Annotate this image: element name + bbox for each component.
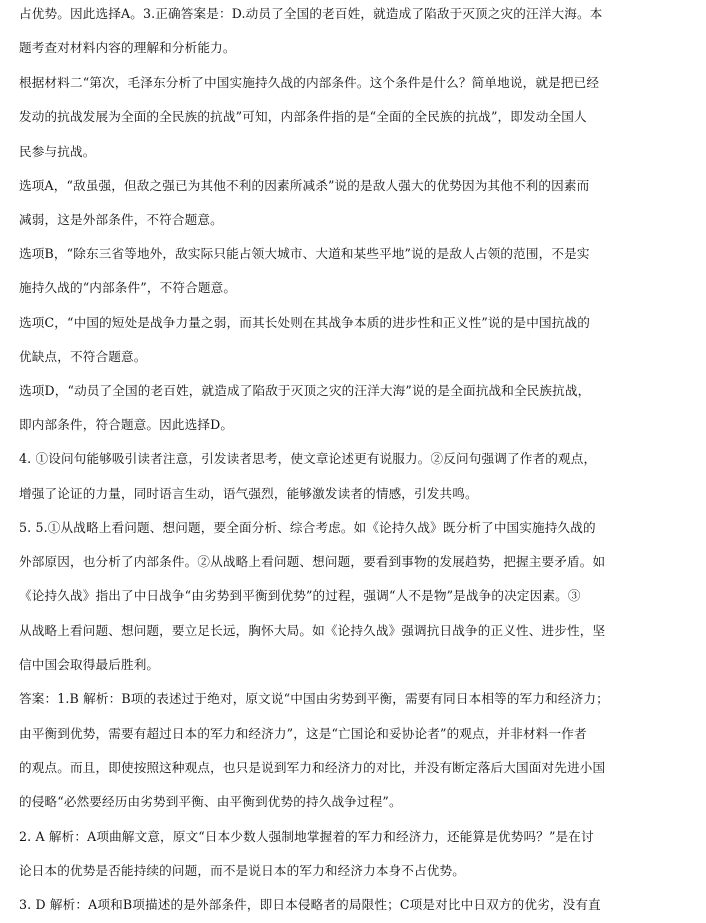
text-line: 施持久战的“内部条件”，不符合题意。 (19, 280, 237, 295)
text-line: 5. 5.①从战略上看问题、想问题，要全面分析、综合考虑。如《论持久战》既分析了中国实施持久战的 (19, 520, 596, 535)
text-line: 题考查对材料内容的理解和分析能力。 (19, 40, 236, 55)
text-line: 外部原因，也分析了内部条件。②从战略上看问题、想问题，要看到事物的发展趋势，把握主要矛盾。如 (19, 554, 606, 569)
text-line: 优缺点，不符合题意。 (19, 349, 147, 364)
text-line: 从战略上看问题、想问题，要立足长远，胸怀大局。如《论持久战》强调抗日战争的正义性、进步性，坚 (19, 623, 606, 638)
text-line: 选项D，“动员了全国的老百姓，就造成了陷敌于灭顶之灾的汪洋大海”说的是全面抗战和全民族抗战， (19, 383, 591, 398)
text-line: 民参与抗战。 (19, 144, 96, 159)
text-line: 3. D 解析：A项和B项描述的是外部条件，即日本侵略者的局限性；C项是对比中日双方的优劣，没有直 (19, 897, 601, 912)
text-line: 选项A，“敌虽强，但敌之强已为其他不利的因素所减杀”说的是敌人强大的优势因为其他不利的因素而 (19, 178, 590, 193)
text-line: 减弱，这是外部条件，不符合题意。 (19, 212, 223, 227)
text-line: 选项B，“除东三省等地外，敌实际只能占领大城市、大道和某些平地”说的是敌人占领的范围，不是实 (19, 246, 590, 261)
text-line: 4. ①设问句能够吸引读者注意，引发读者思考，使文章论述更有说服力。②反问句强调了作者的观点， (19, 451, 597, 466)
text-line: 的侵略“必然要经历由劣势到平衡、由平衡到优势的持久战争过程”。 (19, 794, 402, 809)
text-line: 论日本的优势是否能持续的问题，而不是说日本的军力和经济力本身不占优势。 (19, 863, 466, 878)
text-line: 即内部条件，符合题意。因此选择D。 (19, 417, 234, 432)
text-line: 《论持久战》指出了中日战争“由劣势到平衡到优势”的过程，强调“人不是物”是战争的决定因素。③ (19, 588, 581, 603)
text-line: 由平衡到优势，需要有超过日本的军力和经济力”，这是“亡国论和妥协论者”的观点，并非材料一作者 (19, 726, 587, 741)
text-line: 占优势。因此选择A。3.正确答案是：D.动员了全国的老百姓，就造成了陷敌于灭顶之灾的汪洋大海。本 (19, 6, 603, 21)
text-line: 信中国会取得最后胜利。 (19, 657, 160, 672)
text-line: 的观点。而且，即使按照这种观点，也只是说到军力和经济力的对比，并没有断定落后大国面对先进小国 (19, 760, 606, 775)
text-line: 增强了论证的力量，同时语言生动，语气强烈，能够激发读者的情感，引发共鸣。 (19, 486, 478, 501)
text-line: 2. A 解析：A项曲解文意，原文“日本少数人强制地掌握着的军力和经济力，还能算是优势吗？”是在讨 (19, 829, 594, 844)
text-line: 选项C，“中国的短处是战争力量之弱，而其长处则在其战争本质的进步性和正义性”说的是中国抗战的 (19, 315, 590, 330)
text-line: 根据材料二“第次，毛泽东分析了中国实施持久战的内部条件。这个条件是什么？简单地说，就是把已经 (19, 75, 600, 90)
text-line: 答案：1.B 解析：B项的表述过于绝对，原文说“中国由劣势到平衡，需要有同日本相等的军力和经济力； (19, 691, 609, 706)
text-line: 发动的抗战发展为全面的全民族的抗战”可知，内部条件指的是“全面的全民族的抗战”，即发动全国人 (19, 109, 587, 124)
